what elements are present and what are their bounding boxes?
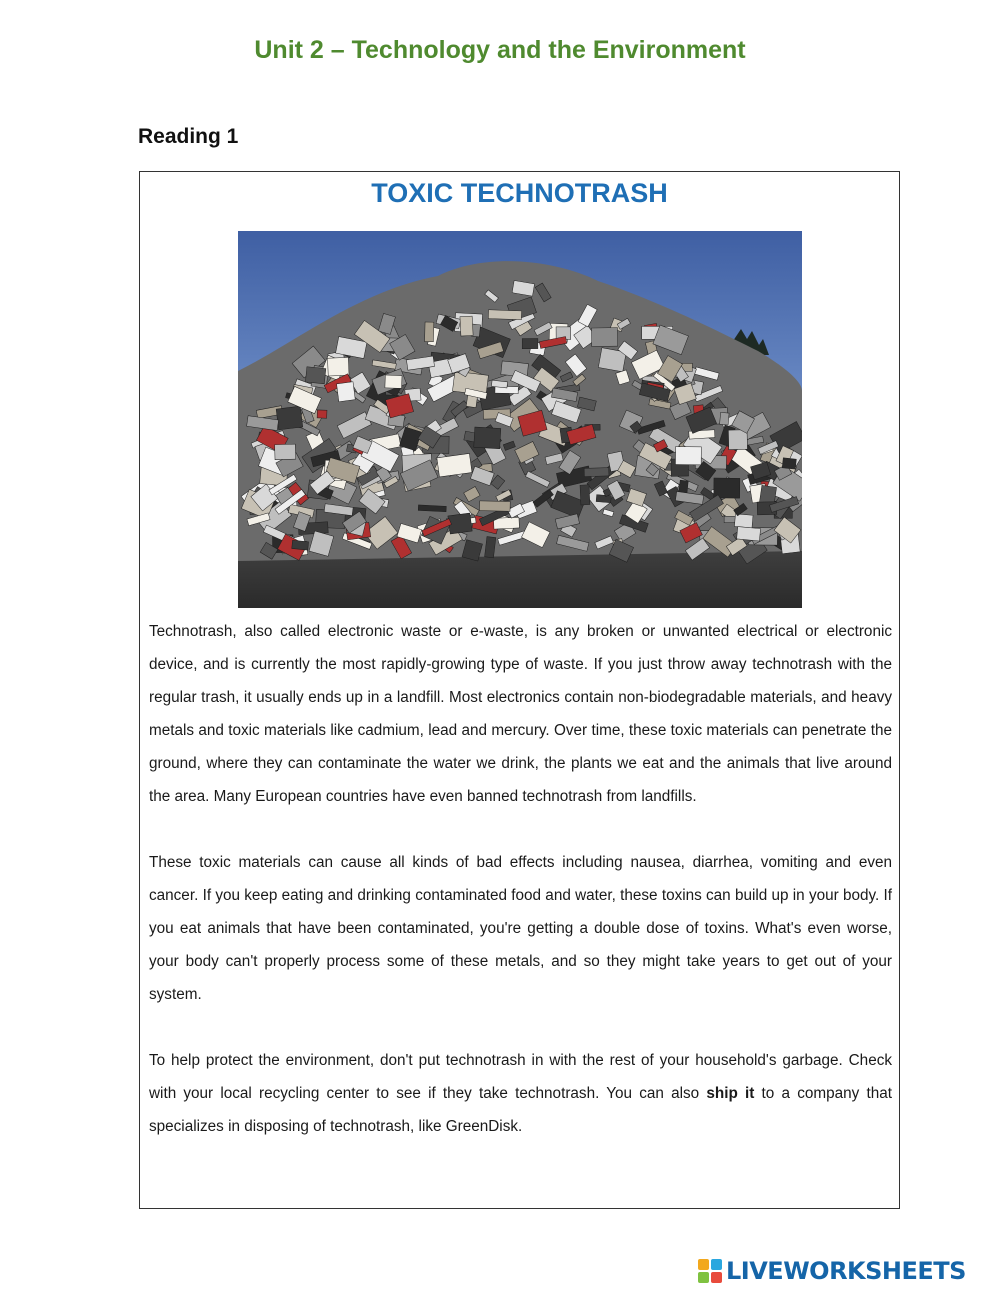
paragraph-2: These toxic materials can cause all kinds of bad effects including nausea, diarrhea, vomiting and even cancer. If you keep eating and drinking contaminated food and water, these toxins can build up in your body. If you eat animals that have been contaminated, you're getting a double dose of toxins. What's even worse, your body can't properly process some of these metals, and so they might take years to get out of your system. (149, 854, 892, 1003)
article-body (149, 615, 892, 1176)
liveworksheets-logo (698, 1254, 994, 1288)
logo-text: LIVEWORKSHEETS (726, 1257, 966, 1285)
article-title: TOXIC TECHNOTRASH (371, 178, 668, 208)
article-box (139, 171, 900, 1209)
paragraph-3: To help protect the environment, don't put technotrash in with the rest of your household's garbage. Check with your local recycling center to see if they take technotrash. You can also ship it to a company that specializes in disposing of technotrash, like GreenDisk. (149, 1052, 892, 1135)
liveworksheets-logo-icon (698, 1259, 722, 1283)
unit-title: Unit 2 – Technology and the Environment (254, 36, 746, 64)
paragraph-1: Technotrash, also called electronic waste or e-waste, is any broken or unwanted electrical or electronic device, and is currently the most rapidly-growing type of waste. If you just throw away technotrash with the regular trash, it usually ends up in a landfill. Most electronics contain non-biodegradable materials, and heavy metals and toxic materials like cadmium, lead and mercury. Over time, these toxic materials can penetrate the ground, where they can contaminate the water we drink, the plants we eat and the animals that live around the area. Many European countries have even banned technotrash from landfills. (149, 623, 892, 805)
e-waste-photo (238, 231, 802, 608)
reading-label: Reading 1 (138, 125, 239, 148)
ship-it-emphasis: ship it (706, 1085, 755, 1102)
